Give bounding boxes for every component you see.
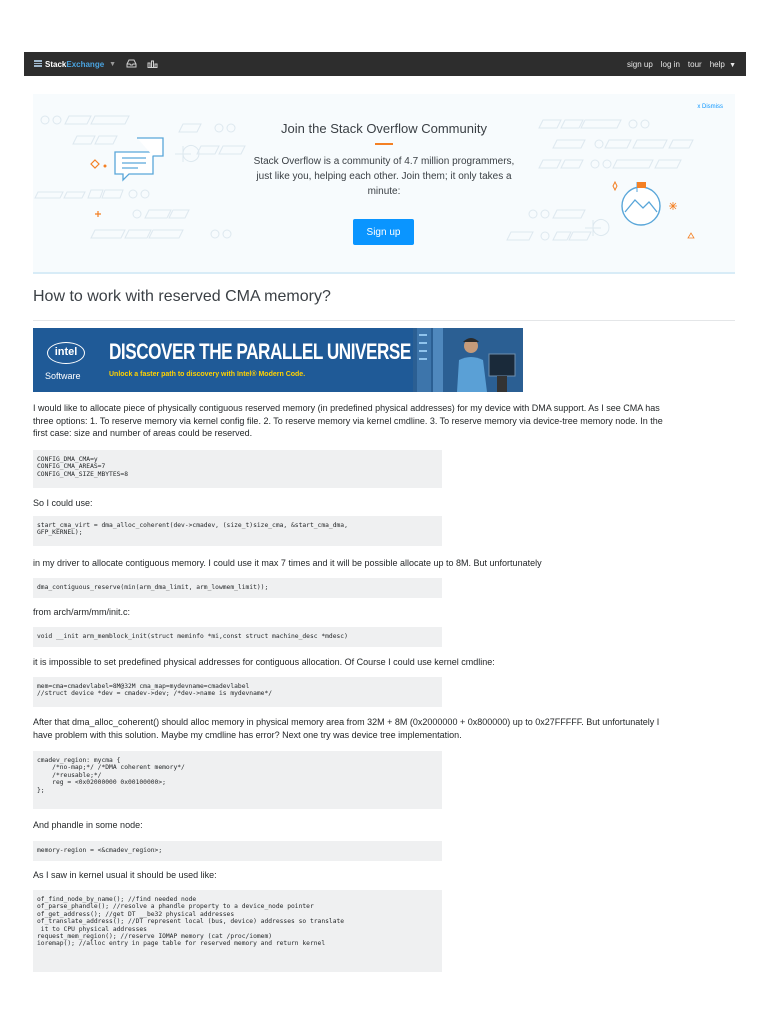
- title-divider: [33, 320, 735, 321]
- achievements-icon[interactable]: [147, 59, 158, 70]
- log-in-link[interactable]: log in: [660, 59, 680, 69]
- dismiss-link[interactable]: x Dismiss: [697, 104, 723, 110]
- top-bar: [24, 52, 746, 76]
- stackexchange-menu[interactable]: [34, 60, 116, 69]
- intel-advertisement[interactable]: [33, 328, 523, 392]
- code-block: of_find_node_by_name(); //find needed node of_parse_phandle(); //resolve a phandle property to a device_node pointer of_get_address(); //get DT __be32 physical addresses of_translate_address(); //DT represent local (bus, device) addresses so translate it to CPU physical addresses request_mem_region(); //reserve IOMAP memory (cat /proc/iomem) ioremap(); //alloc entry in page table for reserved memory and return kernel: [33, 890, 442, 972]
- help-link: help: [709, 59, 725, 69]
- banner-description: Stack Overflow is a community of 4.7 million programmers, just like you, helping each other. Join them; it only takes a minute:: [253, 156, 515, 197]
- sign-up-link[interactable]: sign up: [626, 59, 653, 69]
- code-block: memory-region = <&cmadev_region>;: [33, 841, 442, 861]
- post-paragraph: from arch/arm/mm/init.c:: [33, 607, 131, 617]
- post-paragraph: After that dma_alloc_coherent() should alloc memory in physical memory area from 32M + 8M (0x2000000 + 0x800000) up to 0x27FFFFF. But unfortunately I have problem with this solution. Maybe my cmdline has error? Next one try was device tree implementation.: [33, 717, 660, 740]
- post-paragraph: As I saw in kernel usual it should be used like:: [33, 870, 217, 880]
- code-block: start_cma_virt = dma_alloc_coherent(dev->cmadev, (size_t)size_cma, &start_cma_dma, GFP_KERNEL);: [33, 516, 442, 546]
- top-nav: [627, 60, 736, 69]
- chevron-down-icon: ▼: [729, 61, 736, 69]
- success-illustration: [613, 182, 694, 238]
- tour-link[interactable]: tour: [687, 59, 702, 69]
- code-block: void __init arm_memblock_init(struct meminfo *mi,const struct machine_desc *mdesc): [33, 627, 442, 647]
- inbox-icon[interactable]: [126, 59, 137, 70]
- code-block: dma_contiguous_reserve(min(arm_dma_limit, arm_lowmem_limit));: [33, 578, 442, 598]
- ad-photo-image: [413, 328, 523, 392]
- sign-up-button[interactable]: Sign up: [353, 219, 414, 245]
- ad-software-label: Software: [45, 371, 81, 381]
- ad-subline: Unlock a faster path to discovery with Intel® Modern Code.: [109, 371, 306, 378]
- brand-exchange: Exchange: [66, 59, 105, 69]
- code-block: cmadev_region: mycma { /*no-map;*/ /*DMA coherent memory*/ /*reusable;*/ reg = <0x02000000 0x00100000>; };: [33, 751, 442, 809]
- brand-stack: Stack: [45, 59, 67, 69]
- stackexchange-logo-icon: [34, 60, 42, 68]
- ad-headline: DISCOVER THE PARALLEL UNIVERSE: [109, 339, 411, 364]
- chat-illustration: [91, 138, 163, 217]
- banner-title: Join the Stack Overflow Community: [281, 121, 487, 136]
- ad-logo-area: [33, 328, 99, 392]
- post-paragraph: And phandle in some node:: [33, 820, 143, 830]
- code-block: CONFIG_DMA_CMA=y CONFIG_CMA_AREAS=7 CONFIG_CMA_SIZE_MBYTES=8: [33, 450, 442, 488]
- banner-divider: [375, 143, 393, 145]
- post-paragraph: So I could use:: [33, 498, 93, 508]
- question-title[interactable]: How to work with reserved CMA memory?: [33, 288, 331, 305]
- post-paragraph: in my driver to allocate contiguous memory. I could use it max 7 times and it will be possible allocate up to 8M. But unfortunately: [33, 558, 542, 568]
- post-paragraph: it is impossible to set predefined physical addresses for contiguous allocation. Of Course I could use kernel cmdline:: [33, 657, 495, 667]
- join-community-banner: [33, 94, 735, 274]
- intel-logo: intel: [47, 342, 85, 364]
- chevron-down-icon: ▼: [109, 60, 117, 68]
- help-menu[interactable]: [710, 60, 736, 69]
- code-block: mem=cma=cmadevlabel=8M@32M cma_map=mydevname=cmadevlabel //struct device *dev = cmadev->dev; /*dev->name is mydevname*/: [33, 677, 442, 707]
- post-paragraph: I would like to allocate piece of physically contiguous reserved memory (in predefined physical addresses) for my device with DMA support. As I see CMA has three options: 1. To reserve memory via kernel config file. 2. To reserve memory via kernel cmdline. 3. To reserve memory via device-tree memory node. In the first case: size and number of areas could be reserved.: [33, 403, 663, 438]
